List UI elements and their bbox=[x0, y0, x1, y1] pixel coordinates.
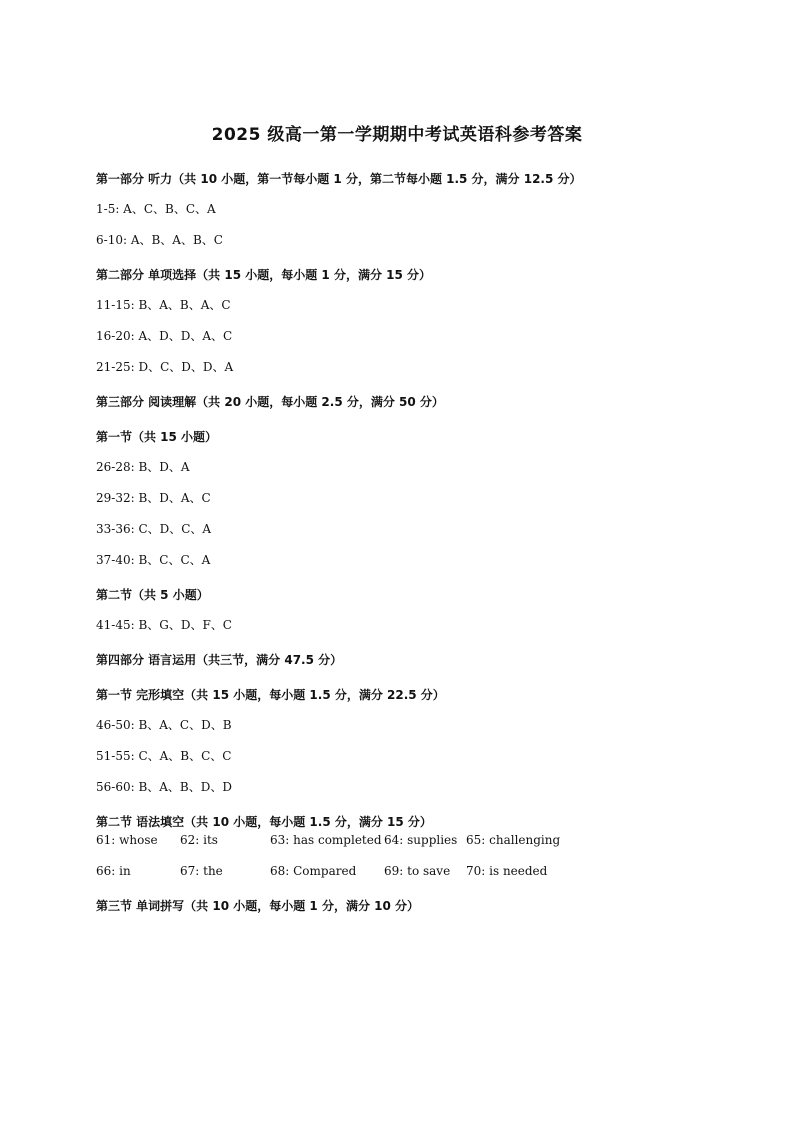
section-heading-language-use: 第四部分 语言运用（共三节，满分 47.5 分） bbox=[96, 653, 343, 667]
answer-line: 46-50: B、A、C、D、B bbox=[96, 718, 232, 732]
grammar-answer: 65: challenging bbox=[466, 833, 561, 847]
grammar-answer-row bbox=[96, 862, 716, 880]
grammar-answer: 69: to save bbox=[384, 864, 451, 878]
answer-line: 26-28: B、D、A bbox=[96, 460, 190, 474]
section-heading-single-choice: 第二部分 单项选择（共 15 小题，每小题 1 分，满分 15 分） bbox=[96, 268, 431, 282]
grammar-answer: 62: its bbox=[180, 833, 218, 847]
grammar-answer: 64: supplies bbox=[384, 833, 458, 847]
grammar-answer: 67: the bbox=[180, 864, 223, 878]
answer-line: 37-40: B、C、C、A bbox=[96, 553, 211, 567]
grammar-answer: 68: Compared bbox=[270, 864, 357, 878]
answer-line: 1-5: A、C、B、C、A bbox=[96, 202, 216, 216]
answer-line: 11-15: B、A、B、A、C bbox=[96, 298, 231, 312]
subsection-heading-word-spelling: 第三节 单词拼写（共 10 小题，每小题 1 分，满分 10 分） bbox=[96, 899, 419, 913]
section-heading-reading: 第三部分 阅读理解（共 20 小题，每小题 2.5 分，满分 50 分） bbox=[96, 395, 444, 409]
answer-content bbox=[96, 170, 716, 915]
answer-line: 6-10: A、B、A、B、C bbox=[96, 233, 223, 247]
grammar-answer: 63: has completed bbox=[270, 833, 382, 847]
answer-line: 56-60: B、A、B、D、D bbox=[96, 780, 232, 794]
answer-line: 41-45: B、G、D、F、C bbox=[96, 618, 232, 632]
answer-line: 29-32: B、D、A、C bbox=[96, 491, 211, 505]
grammar-answer: 66: in bbox=[96, 864, 131, 878]
answer-line: 33-36: C、D、C、A bbox=[96, 522, 212, 536]
grammar-answer-row bbox=[96, 831, 716, 849]
answer-line: 21-25: D、C、D、D、A bbox=[96, 360, 234, 374]
grammar-answer: 70: is needed bbox=[466, 864, 548, 878]
subsection-heading-cloze: 第一节 完形填空（共 15 小题，每小题 1.5 分，满分 22.5 分） bbox=[96, 688, 445, 702]
grammar-answer: 61: whose bbox=[96, 833, 158, 847]
section-heading-listening: 第一部分 听力（共 10 小题，第一节每小题 1 分，第二节每小题 1.5 分，满分 12.5 分） bbox=[96, 172, 582, 186]
answer-line: 51-55: C、A、B、C、C bbox=[96, 749, 232, 763]
subsection-heading-reading-1: 第一节（共 15 小题） bbox=[96, 430, 218, 444]
answer-line: 16-20: A、D、D、A、C bbox=[96, 329, 233, 343]
subsection-heading-reading-2: 第二节（共 5 小题） bbox=[96, 588, 209, 602]
page-title: 2025 级高一第一学期期中考试英语科参考答案 bbox=[211, 125, 583, 145]
subsection-heading-grammar-fill: 第二节 语法填空（共 10 小题，每小题 1.5 分，满分 15 分） bbox=[96, 815, 432, 829]
